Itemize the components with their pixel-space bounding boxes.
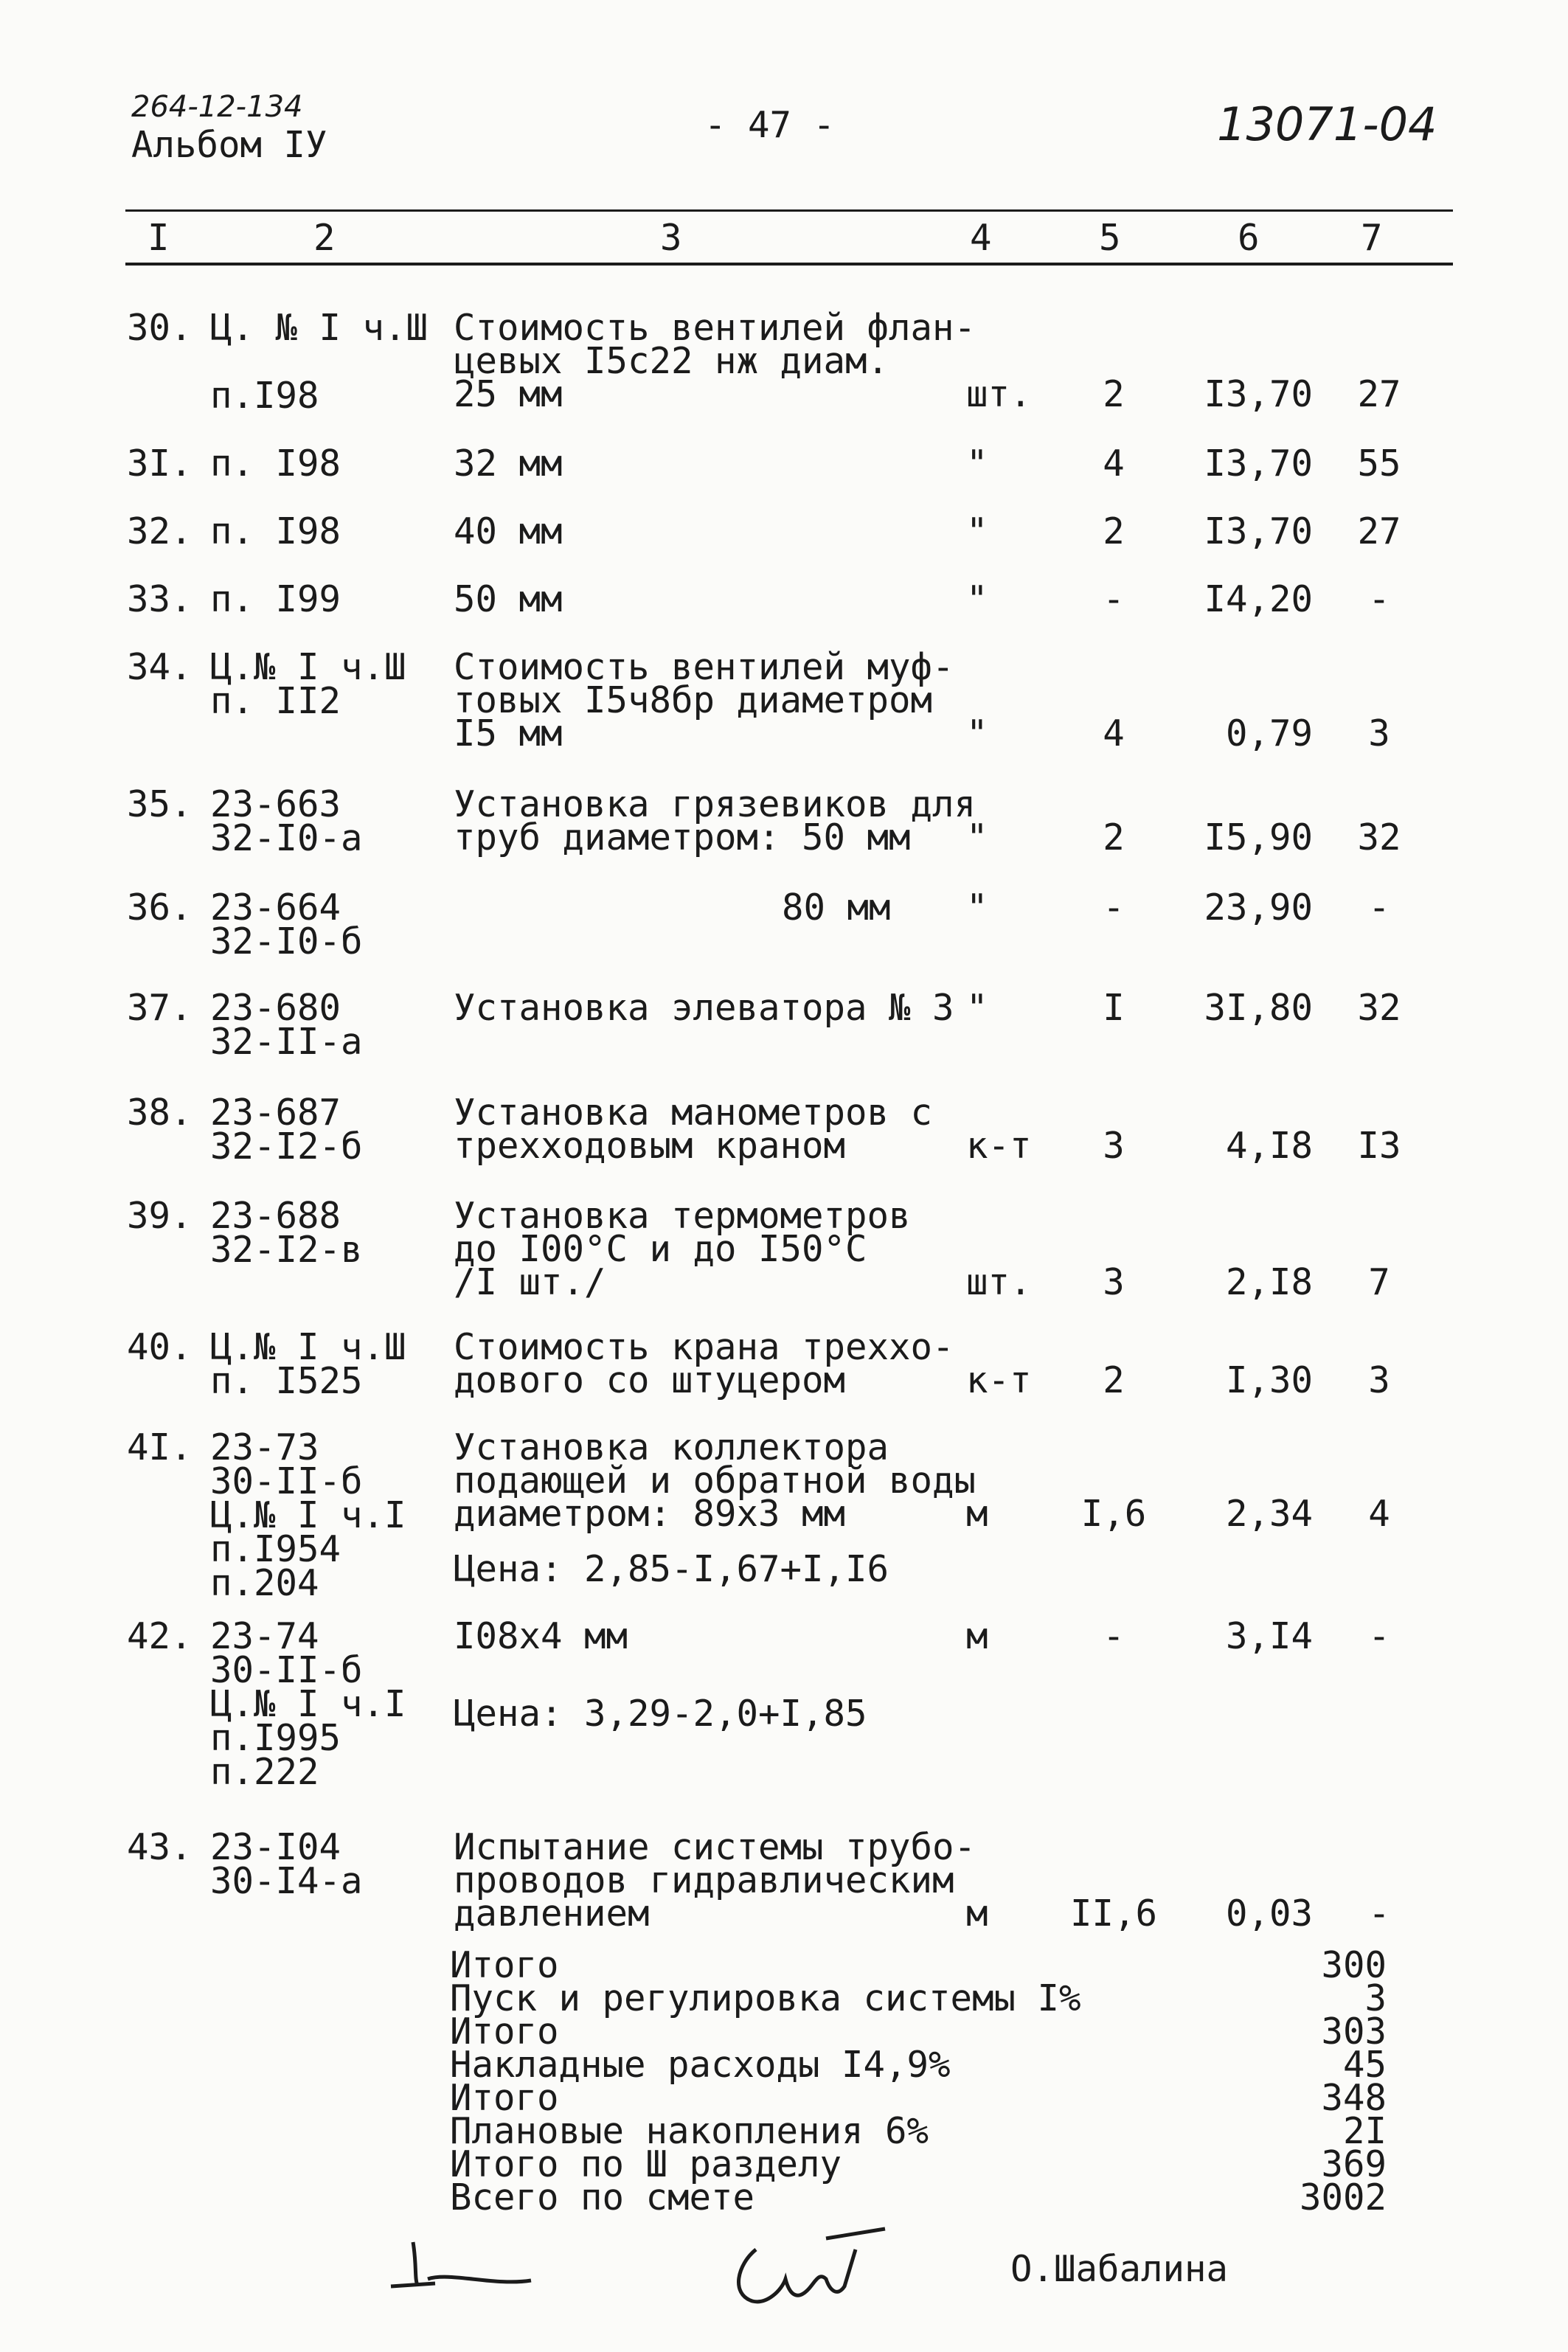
row-unit-price: 0,79: [1225, 712, 1313, 754]
row-code: 23-687: [210, 1092, 341, 1134]
row-quantity: 3: [1103, 1125, 1125, 1167]
page-number: - 47 -: [704, 104, 836, 146]
row-number: 4I.: [127, 1426, 192, 1468]
row-sum: 55: [1357, 443, 1401, 485]
row-quantity: -: [1103, 578, 1125, 620]
totals-label: Всего по смете: [450, 2176, 755, 2219]
totals-label: Накладные расходы I4,9%: [450, 2044, 951, 2086]
row-code: п. II2: [210, 680, 341, 722]
row-sum: 32: [1357, 987, 1401, 1029]
row-code: п.I995: [210, 1717, 341, 1759]
row-unit: ": [966, 510, 988, 552]
row-number: 35.: [127, 783, 192, 825]
row-quantity: 3: [1103, 1261, 1125, 1303]
row-description: диаметром: 89х3 мм: [454, 1493, 846, 1535]
col-header-3: 3: [660, 217, 682, 259]
row-number: 3I.: [127, 443, 192, 485]
totals-label: Итого: [450, 2011, 559, 2053]
row-description: Установка коллектора: [454, 1426, 889, 1468]
row-description: цевых I5с22 нж диам.: [454, 340, 889, 382]
row-description: дового со штуцером: [454, 1359, 846, 1401]
row-code: п. I98: [210, 510, 341, 552]
row-sum: -: [1368, 1615, 1390, 1657]
row-description: товых I5ч8бр диаметром: [454, 679, 933, 721]
row-number: 32.: [127, 510, 192, 552]
row-description: Стоимость крана трехxo-: [454, 1326, 954, 1368]
row-unit: шт.: [966, 373, 1032, 415]
row-description: I5 мм: [454, 712, 563, 754]
header-top-rule: [125, 209, 1453, 212]
row-code: 30-II-б: [210, 1649, 363, 1691]
row-code: 32-I0-б: [210, 920, 363, 962]
row-description: Стоимость вентилей муф-: [454, 646, 954, 688]
row-description: 32 мм: [454, 443, 563, 485]
row-code: 23-680: [210, 987, 341, 1029]
row-unit-price: I3,70: [1204, 373, 1313, 415]
row-quantity: II,6: [1069, 1893, 1157, 1935]
totals-label: Плановые накопления 6%: [450, 2110, 929, 2152]
row-quantity: 4: [1103, 443, 1125, 485]
row-number: 30.: [127, 307, 192, 349]
row-code: 23-74: [210, 1615, 319, 1657]
totals-value: 45: [1342, 2044, 1387, 2086]
row-description: 80 мм: [782, 887, 891, 929]
row-number: 40.: [127, 1326, 192, 1368]
row-quantity: 2: [1103, 816, 1125, 858]
row-quantity: 2: [1103, 510, 1125, 552]
row-unit: м: [966, 1615, 988, 1657]
row-code: 32-I2-в: [210, 1229, 363, 1271]
row-unit: ": [966, 578, 988, 620]
row-unit-price: 2,34: [1225, 1493, 1313, 1535]
row-unit: к-т: [966, 1359, 1032, 1401]
row-sum: 32: [1357, 816, 1401, 858]
totals-value: 348: [1321, 2077, 1387, 2119]
row-unit: к-т: [966, 1125, 1032, 1167]
row-description: Установка манометров с: [454, 1092, 933, 1134]
row-code: 23-I04: [210, 1826, 341, 1868]
row-code: Ц.№ I ч.I: [210, 1683, 406, 1725]
row-description: 50 мм: [454, 578, 563, 620]
row-unit-price: 23,90: [1204, 887, 1313, 929]
row-code: п. I99: [210, 578, 341, 620]
row-number: 34.: [127, 646, 192, 688]
row-description: подающей и обратной воды: [454, 1460, 976, 1502]
totals-label: Итого по Ш разделу: [450, 2143, 842, 2185]
totals-label: Пуск и регулировка системы I%: [450, 1977, 1081, 2019]
row-quantity: 2: [1103, 373, 1125, 415]
row-unit: ": [966, 816, 988, 858]
row-number: 43.: [127, 1826, 192, 1868]
row-quantity: -: [1103, 1615, 1125, 1657]
doc-code: 264-12-134: [131, 90, 303, 124]
row-sum: 27: [1357, 373, 1401, 415]
row-description: Установка элеватора № 3: [454, 987, 954, 1029]
row-unit: м: [966, 1493, 988, 1535]
row-unit: ": [966, 987, 988, 1029]
signature-mark: [384, 2220, 1047, 2338]
totals-value: 2I: [1342, 2110, 1387, 2152]
row-quantity: 2: [1103, 1359, 1125, 1401]
col-header-1: I: [148, 217, 170, 259]
row-number: 39.: [127, 1195, 192, 1237]
row-description: давлением: [454, 1893, 650, 1935]
col-header-7: 7: [1361, 217, 1383, 259]
header-bottom-rule: [125, 263, 1453, 266]
row-sum: 3: [1368, 712, 1390, 754]
row-unit-price: I3,70: [1204, 443, 1313, 485]
row-description: Стоимость вентилей флан-: [454, 307, 976, 349]
row-code: 30-II-б: [210, 1460, 363, 1502]
row-code: п.I98: [210, 375, 319, 417]
row-number: 36.: [127, 887, 192, 929]
row-description: трехходовым краном: [454, 1125, 846, 1167]
row-code: 30-I4-а: [210, 1860, 363, 1902]
row-code: п. I98: [210, 443, 341, 485]
row-unit-price: I3,70: [1204, 510, 1313, 552]
row-price-formula: Цена: 2,85-I,67+I,I6: [454, 1548, 889, 1590]
totals-value: 369: [1321, 2143, 1387, 2185]
row-description: I08х4 мм: [454, 1615, 628, 1657]
row-code: Ц.№ I ч.I: [210, 1494, 406, 1536]
row-unit: шт.: [966, 1261, 1032, 1303]
row-number: 33.: [127, 578, 192, 620]
row-unit: м: [966, 1893, 988, 1935]
col-header-5: 5: [1099, 217, 1121, 259]
col-header-6: 6: [1238, 217, 1260, 259]
row-code: 23-73: [210, 1426, 319, 1468]
totals-label: Итого: [450, 2077, 559, 2119]
row-code: п.204: [210, 1562, 319, 1604]
row-price-formula: Цена: 3,29-2,0+I,85: [454, 1693, 867, 1735]
row-unit-price: 2,I8: [1225, 1261, 1313, 1303]
row-code: 32-I2-б: [210, 1125, 363, 1168]
row-sum: 3: [1368, 1359, 1390, 1401]
row-code: п.I954: [210, 1528, 341, 1570]
row-description: Установка термометров: [454, 1195, 911, 1237]
row-unit-price: I5,90: [1204, 816, 1313, 858]
totals-value: 300: [1321, 1944, 1387, 1986]
totals-value: 3002: [1299, 2176, 1387, 2219]
album-label: Альбом IУ: [131, 124, 327, 166]
row-sum: -: [1368, 1893, 1390, 1935]
row-sum: 4: [1368, 1493, 1390, 1535]
row-code: п.222: [210, 1751, 319, 1793]
row-sum: 7: [1368, 1261, 1390, 1303]
row-unit: ": [966, 712, 988, 754]
row-description: Испытание системы трубо-: [454, 1826, 976, 1868]
row-description: проводов гидравлическим: [454, 1859, 954, 1901]
row-unit-price: I,30: [1225, 1359, 1313, 1401]
row-unit-price: 3,I4: [1225, 1615, 1313, 1657]
row-code: Ц. № I ч.Ш: [210, 307, 429, 349]
totals-value: 3: [1364, 1977, 1387, 2019]
row-description: 40 мм: [454, 510, 563, 552]
row-unit-price: I4,20: [1204, 578, 1313, 620]
row-description: /I шт./: [454, 1261, 606, 1303]
col-header-2: 2: [313, 217, 336, 259]
row-code: 32-I0-а: [210, 817, 363, 859]
row-quantity: I: [1103, 987, 1125, 1029]
row-number: 42.: [127, 1615, 192, 1657]
row-description: труб диаметром: 50 мм: [454, 816, 911, 858]
row-sum: -: [1368, 887, 1390, 929]
row-code: Ц.№ I ч.Ш: [210, 646, 406, 688]
row-unit: ": [966, 887, 988, 929]
row-code: 32-II-а: [210, 1021, 363, 1063]
inventory-number: 13071-04: [1217, 97, 1437, 151]
row-code: 23-663: [210, 783, 341, 825]
row-number: 37.: [127, 987, 192, 1029]
totals-value: 303: [1321, 2011, 1387, 2053]
signatory-name: О.Шабалина: [1010, 2248, 1229, 2290]
row-description: до I00°С и до I50°С: [454, 1228, 867, 1270]
row-code: Ц.№ I ч.Ш: [210, 1326, 406, 1368]
row-unit-price: 3I,80: [1204, 987, 1313, 1029]
row-unit-price: 4,I8: [1225, 1125, 1313, 1167]
row-code: 23-688: [210, 1195, 341, 1237]
totals-label: Итого: [450, 1944, 559, 1986]
col-header-4: 4: [970, 217, 992, 259]
row-unit-price: 0,03: [1225, 1893, 1313, 1935]
row-quantity: -: [1103, 887, 1125, 929]
row-code: п. I525: [210, 1360, 363, 1402]
row-sum: 27: [1357, 510, 1401, 552]
row-quantity: I,6: [1080, 1493, 1147, 1535]
row-description: Установка грязевиков для: [454, 783, 976, 825]
row-code: 23-664: [210, 887, 341, 929]
row-number: 38.: [127, 1092, 192, 1134]
row-unit: ": [966, 443, 988, 485]
row-quantity: 4: [1103, 712, 1125, 754]
row-sum: I3: [1357, 1125, 1401, 1167]
row-description: 25 мм: [454, 373, 563, 415]
row-sum: -: [1368, 578, 1390, 620]
